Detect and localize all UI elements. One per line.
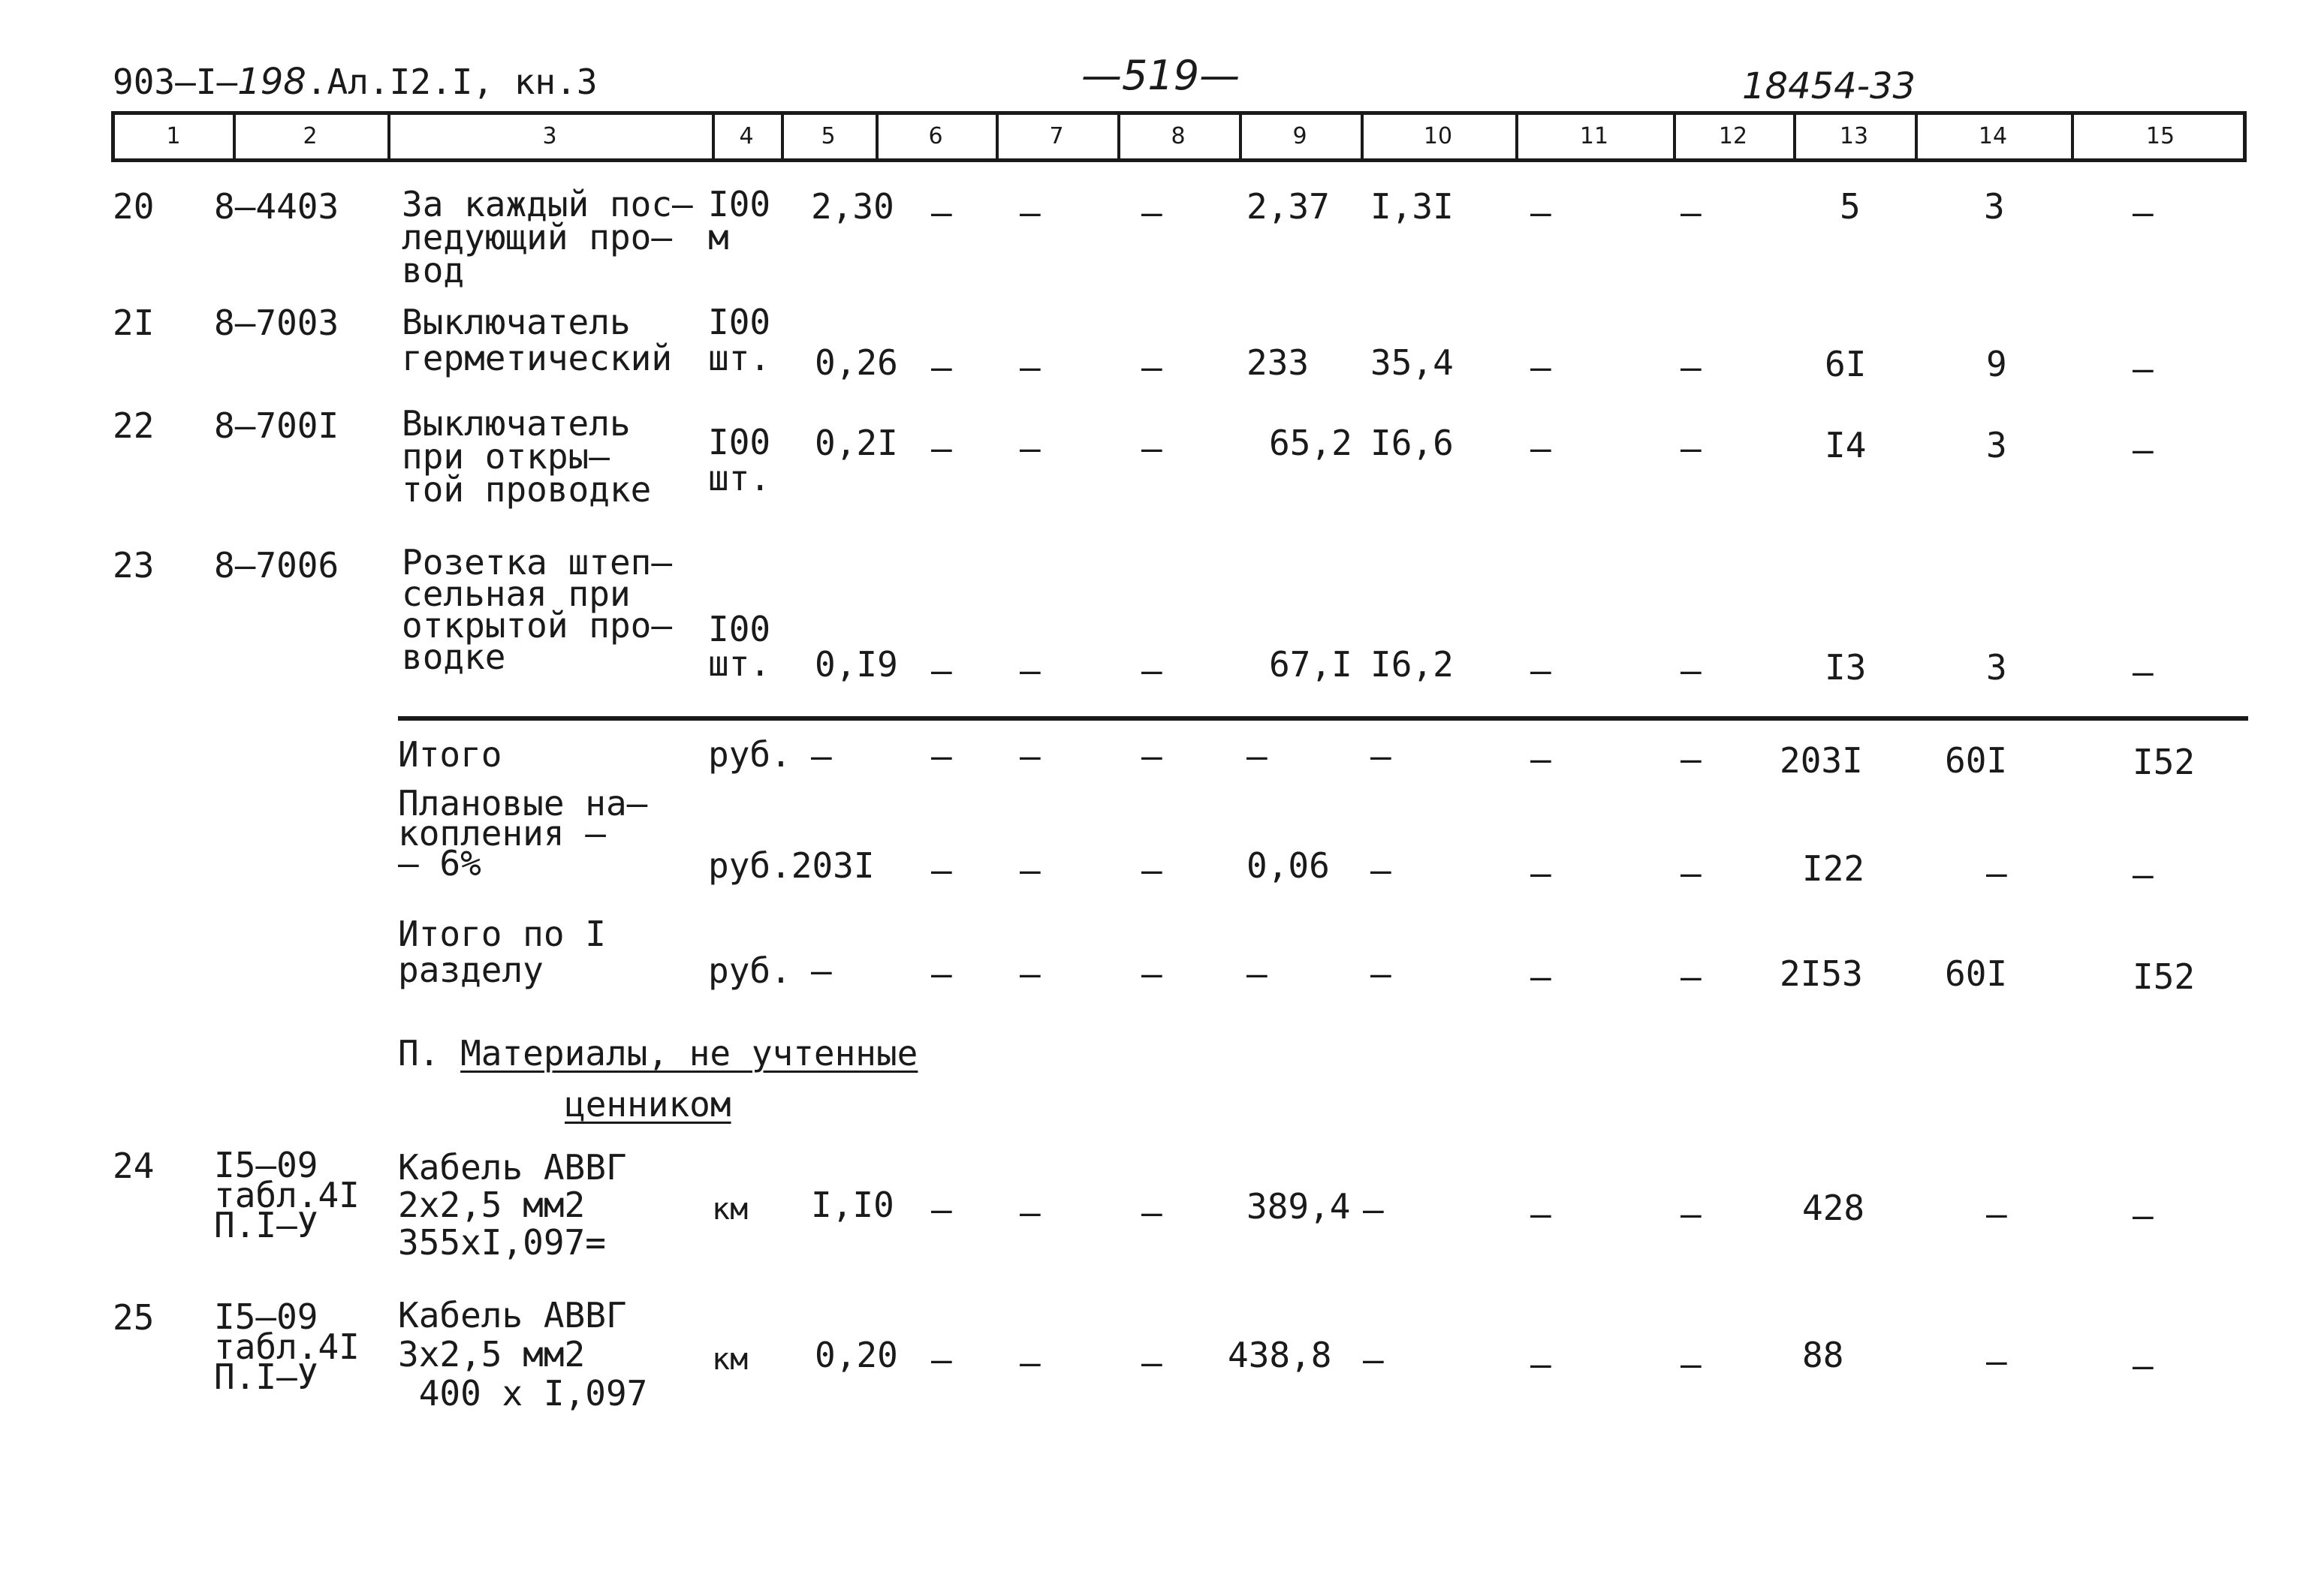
column-divider <box>1673 115 1676 158</box>
quantity: 0,20 <box>815 1335 898 1375</box>
unit: I00 шт. <box>708 302 771 378</box>
cell-c8: – <box>1141 192 1162 233</box>
wage-price: – <box>1363 1339 1384 1380</box>
quantity: – <box>811 736 832 776</box>
unit-price: 2,37 <box>1246 186 1330 227</box>
unit: км <box>712 1192 749 1227</box>
unit: I00 шт. <box>708 609 771 684</box>
column-divider <box>1515 115 1518 158</box>
quantity: 2,30 <box>811 186 894 227</box>
cell-c15: – <box>2133 1345 2154 1386</box>
wage-total: – <box>1986 1194 2007 1234</box>
cell-c15: I52 <box>2133 956 2196 997</box>
unit: руб. <box>708 845 791 886</box>
unit-price: 233 <box>1246 342 1310 383</box>
column-number: 5 <box>821 123 836 149</box>
cell-c12: – <box>1681 428 1702 468</box>
cell-c7: – <box>1020 1342 1041 1383</box>
cell-c8: – <box>1141 1342 1162 1383</box>
unit-value <box>708 847 875 884</box>
column-number: 7 <box>1049 123 1064 149</box>
rate-code: 8–7003 <box>214 303 339 343</box>
total-cost: 2I53 <box>1780 953 1863 994</box>
cell-c8: – <box>1141 736 1162 776</box>
cell-c11: – <box>1530 192 1551 233</box>
rate-code: I5–09 табл.4I П.I–У <box>214 1145 360 1245</box>
cell-c11: – <box>1530 1194 1551 1234</box>
cell-c12: – <box>1681 739 1702 779</box>
quantity: I,I0 <box>811 1185 894 1225</box>
cell-c8: – <box>1141 850 1162 890</box>
total-cost: I22 <box>1802 848 1865 889</box>
unit-price: – <box>1246 953 1268 994</box>
sheet-code: 18454-33 <box>1742 65 1916 107</box>
column-number: 11 <box>1579 123 1609 149</box>
cell-c12: – <box>1681 853 1702 893</box>
quantity: 0,26 <box>815 342 898 383</box>
unit-price: – <box>1246 736 1268 776</box>
wage-total: 3 <box>1986 647 2007 688</box>
cell-c15: I52 <box>2133 742 2196 782</box>
cell-c12: – <box>1681 192 1702 233</box>
column-number: 10 <box>1423 123 1453 149</box>
quantity: 0,2I <box>815 423 898 463</box>
wage-total: 3 <box>1986 425 2007 465</box>
section-title-line2: ценником <box>565 1084 731 1125</box>
unit: руб. <box>708 950 791 991</box>
column-divider <box>233 115 236 158</box>
cell-c15: – <box>2133 1195 2154 1236</box>
row-number: 23 <box>113 545 155 586</box>
cell-c11: – <box>1530 956 1551 997</box>
column-divider <box>1793 115 1796 158</box>
unit-price: 389,4 <box>1246 1186 1351 1227</box>
column-number: 6 <box>928 123 943 149</box>
cell-c7: – <box>1020 953 1041 994</box>
cell-c15: – <box>2133 652 2154 692</box>
doc-ref-prefix: 903–I– <box>113 62 238 102</box>
cell-c6: – <box>931 736 952 776</box>
cell-c7: – <box>1020 736 1041 776</box>
row-number: 24 <box>113 1146 155 1186</box>
column-number: 14 <box>1978 123 2008 149</box>
section-heading <box>398 1034 918 1072</box>
column-number: 3 <box>542 123 557 149</box>
doc-ref-suffix: .Ал.I2.I, кн.3 <box>306 62 598 102</box>
cell-c8: – <box>1141 347 1162 387</box>
column-number: 2 <box>303 123 318 149</box>
cell-c8: – <box>1141 650 1162 691</box>
item-description: Кабель АВВГ 3х2,5 мм2 400 х I,097 <box>398 1295 648 1414</box>
cell-c6: – <box>931 650 952 691</box>
unit-price: 0,06 <box>1246 845 1330 886</box>
wage-price: – <box>1370 953 1391 994</box>
column-divider <box>387 115 390 158</box>
column-number: 13 <box>1839 123 1869 149</box>
totals-label: Итого <box>398 734 502 775</box>
quantity: 0,I9 <box>815 644 898 685</box>
wage-price: – <box>1370 850 1391 890</box>
column-divider <box>1239 115 1242 158</box>
total-cost: 5 <box>1840 186 1861 227</box>
cell-c7: – <box>1020 1192 1041 1233</box>
unit-price: 438,8 <box>1228 1335 1332 1375</box>
unit-price: 65,2 <box>1269 423 1352 463</box>
cell-c6: – <box>931 953 952 994</box>
unit: I00 м <box>708 184 771 257</box>
column-divider <box>1915 115 1918 158</box>
section-number: П. <box>398 1033 440 1074</box>
doc-reference <box>113 63 598 101</box>
cell-c8: – <box>1141 953 1162 994</box>
total-cost: 428 <box>1802 1188 1865 1228</box>
row-number: 25 <box>113 1297 155 1338</box>
cell-c8: – <box>1141 428 1162 468</box>
wage-price: I6,2 <box>1370 644 1454 685</box>
item-description: Кабель АВВГ 2х2,5 мм2 355хI,097= <box>398 1147 627 1263</box>
wage-price: – <box>1363 1189 1384 1230</box>
cell-c12: – <box>1681 956 1702 997</box>
cell-c11: – <box>1530 853 1551 893</box>
wage-price: I,3I <box>1370 186 1454 227</box>
column-number: 8 <box>1171 123 1186 149</box>
cell-c8: – <box>1141 1192 1162 1233</box>
quantity: 203I <box>791 845 875 886</box>
column-divider <box>876 115 879 158</box>
unit: I00 шт. <box>708 422 771 498</box>
rate-code: 8–700I <box>214 405 339 446</box>
wage-total: 60I <box>1945 740 2008 781</box>
wage-price: 35,4 <box>1370 342 1454 383</box>
wage-total: 60I <box>1945 953 2008 994</box>
cell-c11: – <box>1530 347 1551 387</box>
wage-price: I6,6 <box>1370 423 1454 463</box>
column-divider <box>1361 115 1364 158</box>
total-cost: 203I <box>1780 740 1863 781</box>
item-description: За каждый пос– ледующий про– вод <box>402 184 693 291</box>
rate-code: I5–09 табл.4I П.I–У <box>214 1296 360 1397</box>
cell-c12: – <box>1681 1344 1702 1384</box>
quantity: – <box>811 950 832 991</box>
cell-c6: – <box>931 347 952 387</box>
doc-ref-handwritten: 198 <box>237 61 306 103</box>
cell-c7: – <box>1020 347 1041 387</box>
cell-c6: – <box>931 1339 952 1380</box>
cell-c15: – <box>2133 854 2154 895</box>
cell-c7: – <box>1020 192 1041 233</box>
total-cost: I4 <box>1825 425 1867 465</box>
column-divider <box>2071 115 2074 158</box>
totals-label: Плановые на– копления – – 6% <box>398 783 648 884</box>
cell-c11: – <box>1530 428 1551 468</box>
total-cost: I3 <box>1825 647 1867 688</box>
column-divider <box>781 115 784 158</box>
cell-c11: – <box>1530 1344 1551 1384</box>
column-divider <box>1117 115 1120 158</box>
cell-c15: – <box>2133 429 2154 470</box>
item-description: Выключатель герметический <box>402 302 673 378</box>
section-title-line1: Материалы, не учтенные <box>460 1033 918 1074</box>
column-number: 15 <box>2145 123 2175 149</box>
wage-price: – <box>1370 736 1391 776</box>
rate-code: 8–7006 <box>214 545 339 586</box>
unit: км <box>712 1342 749 1377</box>
wage-total: 9 <box>1986 344 2007 384</box>
unit-price: 67,I <box>1269 644 1352 685</box>
cell-c6: – <box>931 1189 952 1230</box>
row-number: 20 <box>113 186 155 227</box>
cell-c12: – <box>1681 650 1702 691</box>
column-number: 9 <box>1292 123 1307 149</box>
item-description: Розетка штеп– сельная при открытой про– водке <box>402 542 673 677</box>
column-header-row <box>111 111 2247 162</box>
cell-c11: – <box>1530 650 1551 691</box>
cell-c11: – <box>1530 739 1551 779</box>
cell-c12: – <box>1681 347 1702 387</box>
column-divider <box>996 115 999 158</box>
unit: руб. <box>708 734 791 775</box>
total-cost: 6I <box>1825 344 1867 384</box>
cell-c6: – <box>931 428 952 468</box>
cell-c6: – <box>931 850 952 890</box>
wage-total: 3 <box>1984 186 2005 227</box>
cell-c15: – <box>2133 192 2154 233</box>
cell-c12: – <box>1681 1194 1702 1234</box>
cell-c7: – <box>1020 428 1041 468</box>
column-number: 12 <box>1718 123 1748 149</box>
row-number: 22 <box>113 405 155 446</box>
totals-divider <box>398 716 2248 721</box>
totals-label: Итого по I разделу <box>398 914 606 990</box>
cell-c7: – <box>1020 650 1041 691</box>
item-description: Выключатель при откры– той проводке <box>402 403 652 510</box>
wage-total: – <box>1986 1341 2007 1381</box>
column-number: 4 <box>739 123 754 149</box>
cell-c15: – <box>2133 348 2154 389</box>
wage-total: – <box>1986 853 2007 893</box>
cell-c6: – <box>931 192 952 233</box>
column-number: 1 <box>166 123 181 149</box>
row-number: 2I <box>113 303 155 343</box>
total-cost: 88 <box>1802 1335 1844 1375</box>
column-divider <box>712 115 715 158</box>
cell-c7: – <box>1020 850 1041 890</box>
page-number: —519— <box>1081 52 1240 99</box>
rate-code: 8–4403 <box>214 186 339 227</box>
